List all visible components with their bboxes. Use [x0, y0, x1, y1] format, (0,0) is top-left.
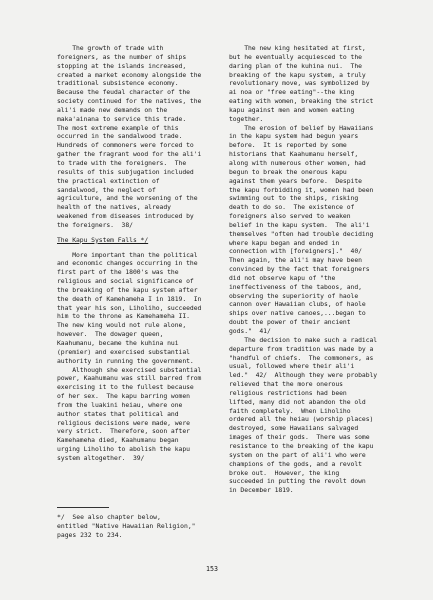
- footnote: [57, 513, 237, 540]
- text-line: succeeded in putting the revolt down: [229, 477, 366, 486]
- text-line: images of their gods. There was some: [229, 433, 370, 442]
- text-line: the practical extinction of: [57, 176, 160, 185]
- text-line: themselves "often had trouble deciding: [229, 229, 374, 238]
- text-line: maka'ainana to service this trade.: [57, 114, 187, 123]
- text-line: Although she exercised substantial: [57, 365, 202, 374]
- text-line: breaking of the kapu system, a truly: [229, 70, 366, 79]
- paragraph-kapu-intro: [57, 251, 235, 366]
- text-line: faith completely. When Liholiho: [229, 406, 351, 415]
- text-line: the death of Kamehameha I in 1819. In: [57, 294, 202, 303]
- right-column: [229, 44, 405, 495]
- text-line: The most extreme example of this: [57, 123, 179, 132]
- text-line: system on the part of ali'i who were: [229, 450, 366, 459]
- text-line: Kaahumanu, became the kuhina nui: [57, 339, 179, 347]
- text-line: historians that Kaahumanu herself,: [229, 150, 359, 159]
- text-line: power, Kaahumanu was still barred from: [57, 374, 202, 383]
- text-line: belief in the kapu system. The ali'i: [229, 220, 370, 229]
- text-line: Then again, the ali'i may have been: [229, 256, 362, 265]
- text-line: destroyed, some Hawaiians salvaged: [229, 424, 359, 433]
- text-line: the kapu forbidding it, women had been: [229, 185, 374, 194]
- text-line: and economic changes occurring in the: [57, 259, 198, 268]
- text-line: convinced by the fact that foreigners: [229, 265, 370, 274]
- text-line: author states that political and: [57, 409, 179, 418]
- text-line: authority in running the government.: [57, 356, 194, 365]
- text-line: agriculture, and the worsening of the: [57, 194, 198, 203]
- footnote-line: */ See also chapter below,: [57, 513, 161, 521]
- text-line: ali'i made new demands on the: [57, 105, 168, 114]
- text-line: where kapu began and ended in: [229, 238, 340, 247]
- text-line: foreigners, as the number of ships: [57, 52, 187, 61]
- text-line: first part of the 1800's was the: [57, 268, 179, 277]
- text-line: ineffectiveness of the taboos, and,: [229, 282, 362, 291]
- text-line: stopping at the islands increased,: [57, 61, 187, 70]
- text-line: broke out. However, the king: [229, 468, 340, 477]
- text-line: to trade with the foreigners. The: [57, 158, 187, 167]
- text-line: ai noa or "free eating"--the king: [229, 88, 355, 97]
- text-line: against them years before. Despite: [229, 176, 362, 185]
- text-line: death to do so. The existence of: [229, 203, 355, 212]
- text-line: society continued for the natives, the: [57, 97, 202, 106]
- text-line: resistance to the breaking of the kapu: [229, 441, 374, 450]
- text-line: urging Liholiho to abolish the kapu: [57, 445, 190, 454]
- text-line: religious restrictions had been: [229, 388, 347, 397]
- text-line: Hundreds of commoners were forced to: [57, 141, 194, 150]
- text-line: The new king hesitated at first,: [229, 44, 366, 52]
- text-line: foreigners also served to weaken: [229, 212, 351, 221]
- text-line: Because the feudal character of the: [57, 88, 190, 97]
- text-line: begun to break the onerous kapu: [229, 167, 347, 176]
- text-line: The erosion of belief by Hawaiians: [229, 123, 374, 132]
- text-line: traditional subsistence economy.: [57, 79, 179, 88]
- page-number: 153: [206, 565, 218, 573]
- text-line: results of this subjugation included: [57, 167, 194, 176]
- text-line: The new king would not rule alone,: [57, 321, 187, 330]
- footnote-line: pages 232 to 234.: [57, 530, 123, 539]
- text-line: very strict. Therefore, soon after: [57, 427, 190, 436]
- text-line: created a market economy alongside the: [57, 70, 202, 79]
- paragraph-decision: [229, 336, 405, 495]
- text-line: kapu against men and women eating: [229, 105, 355, 114]
- text-line: religious and social significance of: [57, 277, 194, 286]
- text-line: religious decisions were made, were: [57, 418, 190, 427]
- text-line: ordered all the heiau (worship places): [229, 415, 374, 424]
- text-line: occurred in the sandalwood trade.: [57, 132, 183, 141]
- text-line: "handful of chiefs. The commoners, as: [229, 353, 374, 362]
- text-line: of her sex. The kapu barring women: [57, 392, 190, 401]
- text-line: him to the throne as Kamehameha II.: [57, 312, 190, 321]
- text-line: sandalwood, the neglect of: [57, 185, 156, 194]
- text-line: led." 42/ Although they were probably: [229, 371, 378, 380]
- section-heading: The Kapu System Falls */: [57, 235, 149, 244]
- text-line: daring plan of the kuhina nui. The: [229, 61, 362, 70]
- footnote-rule: [57, 507, 109, 508]
- paragraph-trade: [57, 44, 235, 230]
- text-line: but he eventually acquiesced to the: [229, 52, 362, 61]
- text-line: observing the superiority of haole: [229, 291, 359, 300]
- text-line: lifted, many did not abandon the old: [229, 397, 366, 406]
- text-line: that year his son, Liholiho, succeeded: [57, 303, 202, 312]
- text-line: gods." 41/: [229, 327, 271, 335]
- text-line: departure from tradition was made by a: [229, 344, 374, 353]
- text-line: did not observe kapu of "the: [229, 273, 336, 282]
- text-line: health of the natives, already: [57, 203, 171, 212]
- text-line: usual, followed where their ali'i: [229, 362, 355, 371]
- text-line: along with numerous other women, had: [229, 158, 366, 167]
- text-line: gather the fragrant wood for the ali'i: [57, 150, 202, 159]
- text-line: (premier) and exercised substantial: [57, 347, 190, 356]
- text-line: together.: [229, 114, 264, 123]
- text-line: eating with women, breaking the strict: [229, 97, 374, 106]
- text-line: weakened from diseases introduced by: [57, 212, 194, 221]
- text-line: in the kapu system had begun years: [229, 132, 359, 141]
- text-line: the foreigners. 38/: [57, 220, 133, 229]
- text-line: Kamehameha died, Kaahumanu began: [57, 436, 179, 445]
- text-line: exercising it to the fullest because: [57, 383, 194, 392]
- text-line: in December 1819.: [229, 486, 294, 495]
- text-line: More important than the political: [57, 250, 198, 259]
- paragraph-kaahumanu: [57, 366, 235, 463]
- text-line: The decision to make such a radical: [229, 335, 378, 344]
- left-column: [57, 44, 235, 463]
- text-line: doubt the power of their ancient: [229, 318, 351, 327]
- footnote-line: entitled "Native Hawaiian Religion,": [57, 521, 196, 530]
- paragraph-new-king: [229, 44, 405, 124]
- text-line: however. The dowager queen,: [57, 330, 164, 339]
- text-line: connection with [foreigners]." 40/: [229, 247, 362, 256]
- text-line: system altogether. 39/: [57, 453, 145, 462]
- text-line: cannon over Hawaiian clubs, of haole: [229, 300, 366, 309]
- text-line: relieved that the more onerous: [229, 380, 343, 389]
- text-line: the breaking of the kapu system after: [57, 285, 198, 294]
- text-line: revolutionary move, was symbolized by: [229, 79, 370, 88]
- text-line: swimming out to the ships, risking: [229, 194, 359, 203]
- paragraph-erosion: [229, 124, 405, 336]
- text-line: The growth of trade with: [57, 44, 164, 52]
- text-line: ships over native canoes,...began to: [229, 309, 366, 318]
- text-line: before. It is reported by some: [229, 141, 347, 150]
- text-line: from the luakini heiau, where one: [57, 400, 183, 409]
- text-line: champions of the gods, and a revolt: [229, 459, 362, 468]
